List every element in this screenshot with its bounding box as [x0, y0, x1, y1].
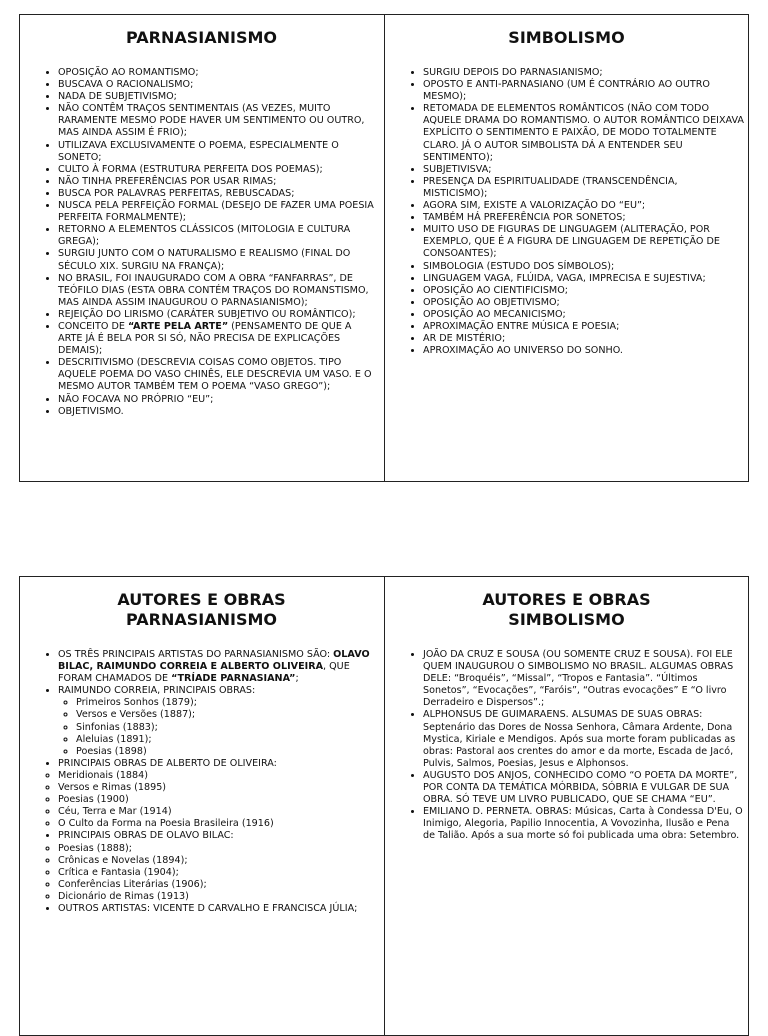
list-item: • OPOSIÇÃO AO OBJETIVISMO;: [423, 297, 744, 309]
work-item: ◦ Versos e Rimas (1895): [58, 782, 383, 794]
work-item: ◦ Primeiros Sonhos (1879);: [76, 697, 379, 709]
simbolismo-cell: [385, 28, 748, 357]
list-item: • SURGIU DEPOIS DO PARNASIANISMO;: [423, 67, 744, 79]
list-item: • AGORA SIM, EXISTE A VALORIZAÇÃO DO “EU”;: [423, 200, 744, 212]
bilac-works-list: [20, 843, 383, 903]
list-item: • NÃO FOCAVA NO PRÓPRIO “EU”;: [58, 394, 377, 406]
work-item: ◦ Poesias (1898): [76, 746, 379, 758]
others-list: [20, 903, 383, 915]
work-item: ◦ O Culto da Forma na Poesia Brasileira (1916): [58, 818, 383, 830]
bilac-heading: PRINCIPAIS OBRAS DE OLAVO BILAC:: [58, 830, 234, 842]
simbolismo-list: [385, 67, 748, 357]
parnasianismo-list: [20, 67, 383, 418]
list-item: • JOÃO DA CRUZ E SOUSA (OU SOMENTE CRUZ E SOUSA). FOI ELE QUEM INAUGUROU O SIMBOLISMO NO BRASIL. ALGUMAS OBRAS DELE: “Broquéis”, “Missal”, “Tropos e Fantasia”. “Últimos Sonetos”, “Evocações”, “Faróis”, “Outras evocações” E “O livro Derradeiro e Dispersos”.;: [423, 649, 744, 709]
list-item: • OPOSIÇÃO AO CIENTIFICISMO;: [423, 285, 744, 297]
list-item-raimundo: [58, 685, 379, 758]
concept-prefix: CONCEITO DE: [58, 320, 128, 332]
autores-simbolismo-title: [385, 590, 748, 630]
list-item: • EMILIANO D. PERNETA. OBRAS: Músicas, Carta à Condessa D'Eu, O Inimigo, Alegoria, Papilio Innocentia, A Vovozinha, Ilusão e Pena de Talião. Após a sua morte só foi publicada uma obra: Setembro.: [423, 806, 744, 842]
autores-parnasianismo-title: [20, 590, 383, 630]
autores-simbolismo-list: [385, 649, 748, 843]
work-item: ◦ Versos e Versões (1887);: [76, 709, 379, 721]
list-item: • UTILIZAVA EXCLUSIVAMENTE O POEMA, ESPECIALMENTE O SONETO;: [58, 140, 377, 164]
intro-end: ;: [295, 673, 299, 685]
work-item: ◦ Crônicas e Novelas (1894);: [58, 855, 383, 867]
autores-parnasianismo-list: [20, 649, 383, 770]
list-item: • NÃO TINHA PREFERÊNCIAS POR USAR RIMAS;: [58, 176, 377, 188]
list-item: • RETORNO A ELEMENTOS CLÁSSICOS (MITOLOGIA E CULTURA GREGA);: [58, 224, 377, 248]
work-item: ◦ Sinfonias (1883);: [76, 722, 379, 734]
list-item: • BUSCAVA O RACIONALISMO;: [58, 79, 377, 91]
list-item-others: • OUTROS ARTISTAS: VICENTE D CARVALHO E FRANCISCA JÚLIA;: [58, 903, 379, 915]
raimundo-heading: RAIMUNDO CORREIA, PRINCIPAIS OBRAS:: [58, 685, 256, 697]
list-item: • NÃO CONTÊM TRAÇOS SENTIMENTAIS (AS VEZES, MUITO RARAMENTE MESMO PODE HAVER UM SENTIMENTO OU OUTRO, MAS AINDA ASSIM É FRIO);: [58, 103, 377, 139]
concept-bold: “ARTE PELA ARTE”: [127, 320, 229, 332]
list-item: • BUSCA POR PALAVRAS PERFEITAS, REBUSCADAS;: [58, 188, 377, 200]
list-item: • NUSCA PELA PERFEIÇÃO FORMAL (DESEJO DE FAZER UMA POESIA PERFEITA FORMALMENTE);: [58, 200, 377, 224]
list-item: • NO BRASIL, FOI INAUGURADO COM A OBRA “FANFARRAS”, DE TEÓFILO DIAS (ESTA OBRA CONTÉM TRAÇOS DO ROMANSTISMO, MAS AINDA ASSIM INAUGUROU O PARNASIANISMO);: [58, 273, 377, 309]
list-item-triade: [58, 649, 379, 685]
list-item: • AUGUSTO DOS ANJOS, CONHECIDO COMO “O POETA DA MORTE”, POR CONTA DA TEMÁTICA MÓRBIDA, SÓBRIA E VULGAR DE SUA OBRA. SÓ TEVE UM LIVRO PUBLICADO, QUE SE CHAMA “EU”.: [423, 770, 744, 806]
list-item: • SURGIU JUNTO COM O NATURALISMO E REALISMO (FINAL DO SÉCULO XIX. SURGIU NA FRANÇA);: [58, 248, 377, 272]
list-item: • OPOSTO E ANTI-PARNASIANO (UM É CONTRÁRIO AO OUTRO MESMO);: [423, 79, 744, 103]
concept-suffix: (PENSAMENTO DE QUE A ARTE JÁ É BELA POR SI SÓ, NÃO PRECISA DE EXPLICAÇÕES DEMAIS);: [58, 320, 352, 357]
intro-text: OS TRÊS PRINCIPAIS ARTISTAS DO PARNASIANISMO SÃO:: [58, 649, 334, 660]
list-item: • OPOSIÇÃO AO ROMANTISMO;: [58, 67, 377, 79]
list-item: • APROXIMAÇÃO AO UNIVERSO DO SONHO.: [423, 345, 744, 357]
raimundo-works-list: [58, 697, 379, 757]
list-item: • RETOMADA DE ELEMENTOS ROMÂNTICOS (NÃO COM TODO AQUELE DRAMA DO ROMANTISMO. O AUTOR ROMÂNTICO DEIXAVA EXPLÍCITO O SENTIMENTO E PAIXÃO, DE MODO TOTALMENTE CLARO. JÁ O AUTOR SIMBOLISTA DÁ A ENTENDER SEU SENTIMENTO);: [423, 103, 744, 163]
list-item: • APROXIMAÇÃO ENTRE MÚSICA E POESIA;: [423, 321, 744, 333]
list-item: • MUITO USO DE FIGURAS DE LINGUAGEM (ALITERAÇÃO, POR EXEMPLO, QUE É A FIGURA DE LINGUAGEM DE REPETIÇÃO DE CONSOANTES);: [423, 224, 744, 260]
parnasianismo-title: PARNASIANISMO: [126, 28, 277, 47]
list-item: • REJEIÇÃO DO LIRISMO (CARÁTER SUBJETIVO OU ROMÂNTICO);: [58, 309, 377, 321]
list-item: • AR DE MISTÉRIO;: [423, 333, 744, 345]
list-item-alberto: [58, 758, 379, 770]
list-item: • OPOSIÇÃO AO MECANICISMO;: [423, 309, 744, 321]
autores-parnasianismo-title-line2: PARNASIANISMO: [126, 610, 277, 629]
intro-bold-names: OLAVO BILAC, RAIMUNDO CORREIA E ALBERTO OLIVEIRA: [58, 649, 370, 673]
work-item: ◦ Conferências Literárias (1906);: [58, 879, 383, 891]
autores-simbolismo-title-line1: AUTORES E OBRAS: [482, 590, 651, 609]
work-item: ◦ Aleluias (1891);: [76, 734, 379, 746]
list-item: • SUBJETIVISVA;: [423, 164, 744, 176]
work-item: ◦ Crítica e Fantasia (1904);: [58, 867, 383, 879]
parnasianismo-cell: [20, 28, 383, 418]
autores-parnasianismo-title-line1: AUTORES E OBRAS: [117, 590, 286, 609]
alberto-heading: PRINCIPAIS OBRAS DE ALBERTO DE OLIVEIRA:: [58, 757, 277, 769]
autores-simbolismo-title-line2: SIMBOLISMO: [508, 610, 625, 629]
alberto-works-list: [20, 770, 383, 830]
autores-parnasianismo-cell: [20, 590, 383, 915]
autores-simbolismo-cell: [385, 590, 748, 843]
list-item: • PRESENÇA DA ESPIRITUALIDADE (TRANSCENDÊNCIA, MISTICISMO);: [423, 176, 744, 200]
work-item: ◦ Meridionais (1884): [58, 770, 383, 782]
simbolismo-title: SIMBOLISMO: [508, 28, 625, 47]
list-item: • LINGUAGEM VAGA, FLÚIDA, VAGA, IMPRECISA E SUJESTIVA;: [423, 273, 744, 285]
work-item: ◦ Poesias (1888);: [58, 843, 383, 855]
list-item: • ALPHONSUS DE GUIMARAENS. ALSUMAS DE SUAS OBRAS: Septenário das Dores de Nossa Senhora, Câmara Ardente, Dona Mystica, Kiriale e Mendigos. Após sua morte foram publicadas as obras: Pastoral aos crentes do amor e da morte, Escada de Jacó, Pulvis, Salmos, Poesias, Jesus e Alphonsos.: [423, 709, 744, 769]
list-item: • DESCRITIVISMO (DESCREVIA COISAS COMO OBJETOS. TIPO AQUELE POEMA DO VASO CHINÊS, ELE DESCREVIA UM VASO. E O MESMO AUTOR TAMBÉM TEM O POEMA “VASO GREGO”);: [58, 357, 377, 393]
list-item-arte-pela-arte: [58, 321, 377, 357]
bilac-list: [20, 830, 383, 842]
work-item: ◦ Dicionário de Rimas (1913): [58, 891, 383, 903]
intro-mid: , QUE FORAM CHAMADOS DE: [58, 661, 350, 685]
list-item: • NADA DE SUBJETIVISMO;: [58, 91, 377, 103]
intro-bold-triade: “TRÍADE PARNASIANA”: [171, 673, 296, 685]
list-item: • OBJETIVISMO.: [58, 406, 377, 418]
list-item-bilac: [58, 830, 383, 842]
work-item: ◦ Céu, Terra e Mar (1914): [58, 806, 383, 818]
list-item: • TAMBÉM HÁ PREFERÊNCIA POR SONETOS;: [423, 212, 744, 224]
list-item: • CULTO À FORMA (ESTRUTURA PERFEITA DOS POEMAS);: [58, 164, 377, 176]
list-item: • SIMBOLOGIA (ESTUDO DOS SÍMBOLOS);: [423, 261, 744, 273]
work-item: ◦ Poesias (1900): [58, 794, 383, 806]
